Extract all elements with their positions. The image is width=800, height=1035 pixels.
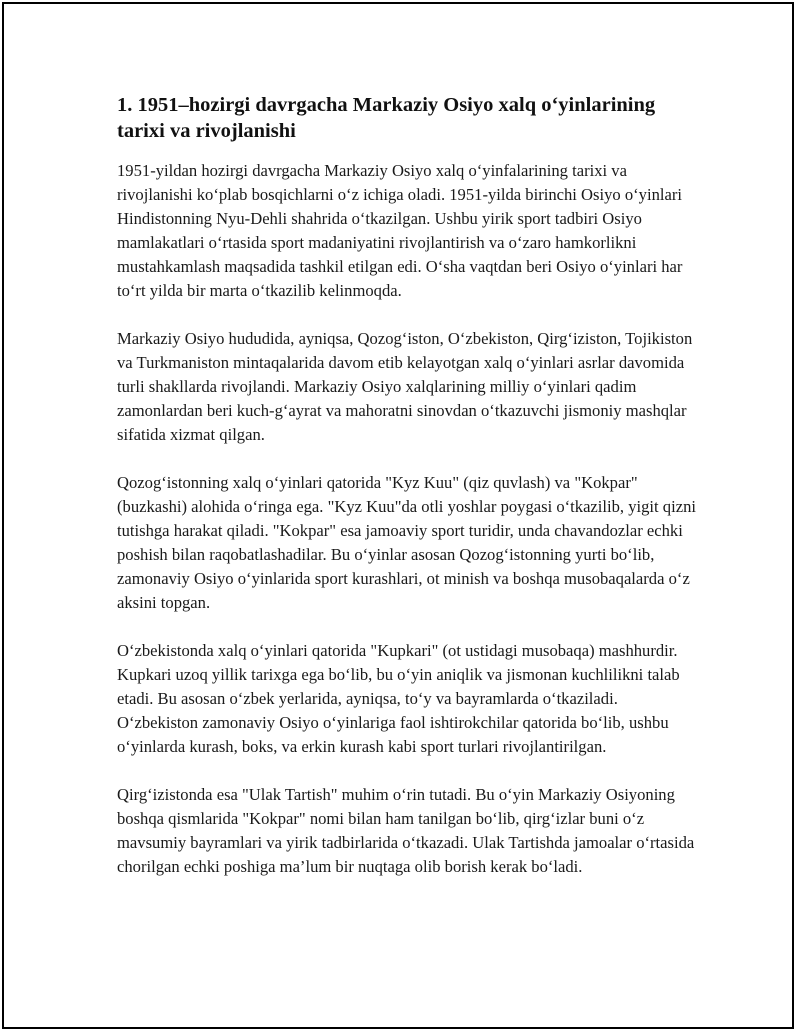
paragraph-kazakhstan-games: Qozog‘istonning xalq o‘yinlari qatorida "Kyz Kuu" (qiz quvlash) va "Kokpar" (buzkashi) alohida o‘ringa ega. "Kyz Kuu"da otli yoshlar poygasi o‘tkazilib, yigit qizni tutishga harakat qiladi. "Kokpar" esa jamoaviy sport turidir, unda chavandozlar echki poshish bilan raqobatlashadilar. Bu o‘yinlar asosan Qozog‘istonning yurti bo‘lib, zamonaviy Osiyo o‘yinlarida sport kurashlari, ot minish va boshqa musobaqalarda o‘z aksini topgan. xyxy=(117,473,696,612)
document-body xyxy=(117,92,697,903)
paragraph-kyrgyzstan-games: Qirg‘izistonda esa "Ulak Tartish" muhim o‘rin tutadi. Bu o‘yin Markaziy Osiyoning boshqa qismlarida "Kokpar" nomi bilan ham tanilgan bo‘lib, qirg‘izlar buni o‘z mavsumiy bayramlari va yirik tadbirlarida o‘tkazadi. Ulak Tartishda jamoalar o‘rtasida chorilgan echki poshiga ma’lum bir nuqtaga olib borish kerak bo‘ladi. xyxy=(117,785,695,876)
section-heading: 1. 1951–hozirgi davrgacha Markaziy Osiyo xalq o‘yinlarining tarixi va rivojlanishi xyxy=(117,94,656,142)
paragraph-asian-games-history: 1951-yildan hozirgi davrgacha Markaziy Osiyo xalq o‘yinfalarining tarixi va rivojlanishi ko‘plab bosqichlarni o‘z ichiga oladi. 1951-yilda birinchi Osiyo o‘yinlari Hindistonning Nyu-Dehli shahrida o‘tkazilgan. Ushbu yirik sport tadbiri Osiyo mamlakatlari o‘rtasida sport madaniyatini rivojlantirish va o‘zaro hamkorlikni mustahkamlash maqsadida tashkil etilgan edi. O‘sha vaqtdan beri Osiyo o‘yinlari har to‘rt yilda bir marta o‘tkazilib kelinmoqda. xyxy=(117,161,683,300)
paragraph-uzbekistan-games: O‘zbekistonda xalq o‘yinlari qatorida "Kupkari" (ot ustidagi musobaqa) mashhurdir. Kupkari uzoq yillik tarixga ega bo‘lib, bu o‘yin aniqlik va jismonan kuchlilikni talab etadi. Bu asosan o‘zbek yerlarida, ayniqsa, to‘y va bayramlarda o‘tkaziladi. O‘zbekiston zamonaviy Osiyo o‘yinlariga faol ishtirokchilar qatorida bo‘lib, ushbu o‘yinlarda kurash, boks, va erkin kurash kabi sport turlari rivojlantirilgan. xyxy=(117,641,680,756)
paragraph-central-asia-games: Markaziy Osiyo hududida, ayniqsa, Qozog‘iston, O‘zbekiston, Qirg‘iziston, Tojikiston va Turkmaniston mintaqalarida davom etib kelayotgan xalq o‘yinlari asrlar davomida turli shakllarda rivojlandi. Markaziy Osiyo xalqlarining milliy o‘yinlari qadim zamonlardan beri kuch-g‘ayrat va mahoratni sinovdan o‘tkazuvchi jismoniy mashqlar sifatida xizmat qilgan. xyxy=(117,329,693,444)
